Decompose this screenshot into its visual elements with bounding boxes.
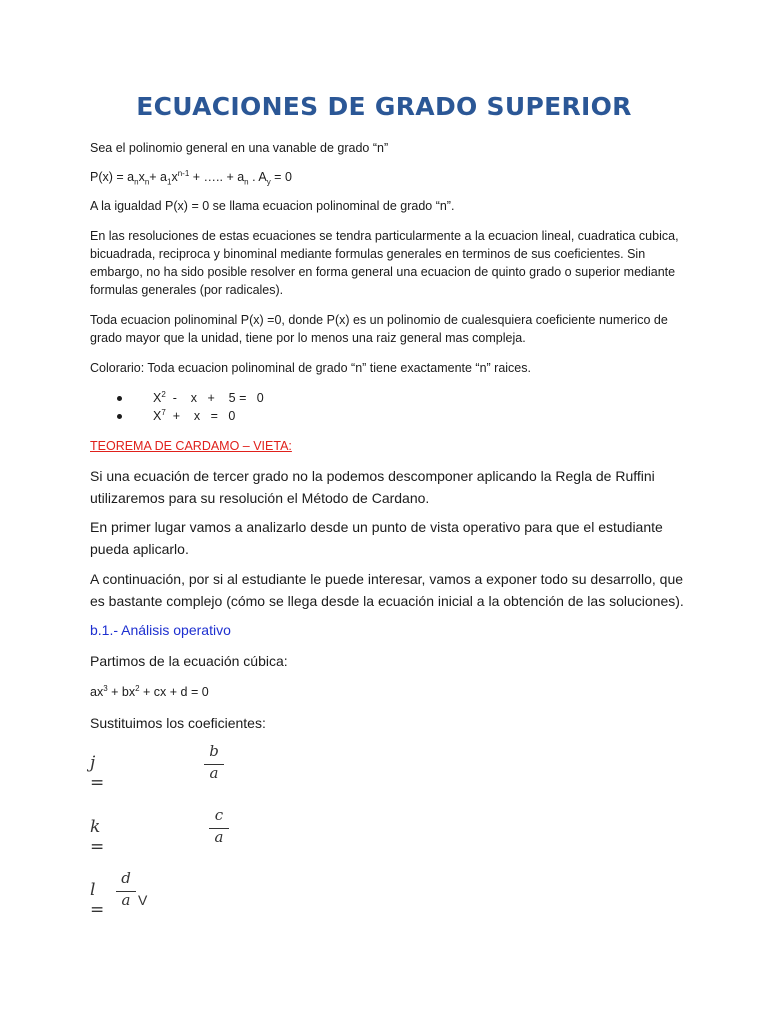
cardano-paragraph-3: A continuación, por si al estudiante le puede interesar, vamos a exponer todo su desarrollo, que es bastante complejo (cómo se llega desde la ecuación inicial a la obtención de las soluciones).: [90, 571, 684, 609]
polynomial-formula: $P(x) = a_nx_n+ a_1x^{n-1}$ + ….. + $a_n$ . $A_y = 0$: [90, 168, 292, 187]
cubic-equation: $ax^3 + bx^2$ + cx + d = 0: [90, 683, 209, 699]
substitute-text: Sustituimos los coeficientes:: [90, 715, 266, 731]
corollary-text: Colorario: Toda ecuacion polinominal de grado “n” tiene exactamente “n” raices.: [90, 361, 531, 375]
bullet-icon: [117, 396, 122, 401]
cardano-paragraph-1: Si una ecuación de tercer grado no la podemos descomponer aplicando la Regla de Ruffini utilizaremos para su resolución el Método de Cardano.: [90, 468, 655, 506]
page-title: ECUACIONES DE GRADO SUPERIOR: [136, 92, 632, 121]
bullet-icon: [117, 414, 122, 419]
section-heading-b1: b.1.- Análisis operativo: [90, 622, 231, 638]
bullet-item: $X^2$ - x + 5 = 0: [117, 389, 264, 407]
resolutions-paragraph: En las resoluciones de estas ecuaciones se tendra particularmente a la ecuacion lineal, cuadratica cubica, bicuadrada, reciproca y binominal mediante formulas generales en terminos de sus coeficientes. Sin embargo, no ha sido posible resolver en forma general una ecuacion de quinto grado o superior mediante formulas generales (por radicales).: [90, 229, 679, 297]
theorem-heading: TEOREMA DE CARDAMO – VIETA:: [90, 439, 292, 453]
cardano-paragraph-2: En primer lugar vamos a analizarlo desde un punto de vista operativo para que el estudiante pueda aplicarlo.: [90, 519, 663, 557]
polynomial-paragraph: Toda ecuacion polinominal P(x) =0, donde P(x) es un polinomio de cualesquiera coeficiente numerico de grado mayor que la unidad, tiene por lo menos una raiz general mas compleja.: [90, 313, 668, 345]
start-text: Partimos de la ecuación cúbica:: [90, 653, 288, 669]
bullet-item: $X^7$ + x = 0: [117, 407, 235, 425]
intro-text: Sea el polinomio general en una vanable de grado “n”: [90, 141, 389, 155]
equality-paragraph: A la igualdad P(x) = 0 se llama ecuacion polinominal de grado “n”.: [90, 199, 455, 213]
